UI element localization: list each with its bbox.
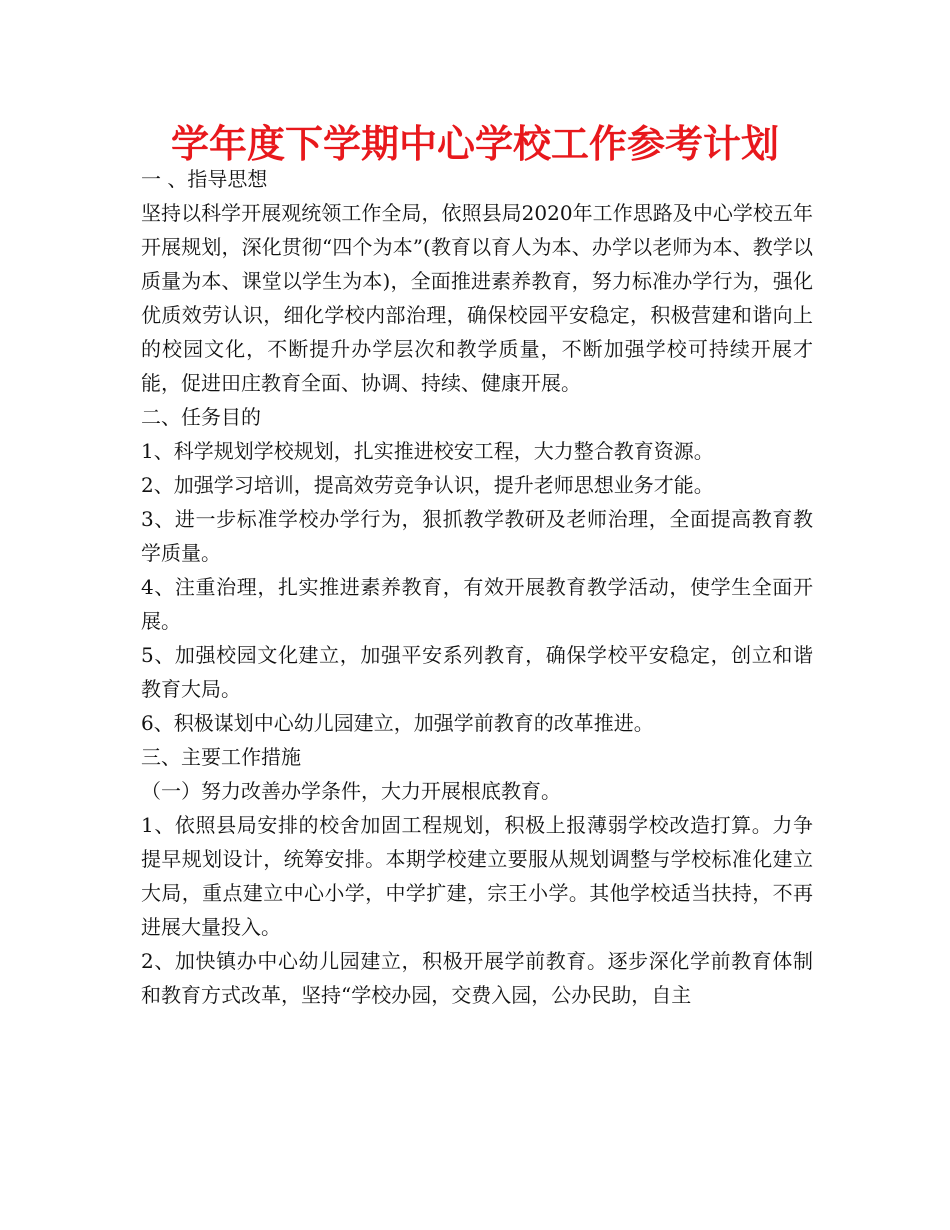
- list-item-measure-1: 1、依照县局安排的校舍加固工程规划，积极上报薄弱学校改造打算。力争提早规划设计，统筹安排。本期学校建立要服从规划调整与学校标准化建立大局，重点建立中心小学，中学扩建，宗王小学。其他学校适当扶持，不再进展大量投入。: [141, 813, 813, 939]
- document-title: 学年度下学期中心学校工作参考计划: [170, 122, 779, 166]
- list-item-goal-1: 1、科学规划学校规划，扎实推进校安工程，大力整合教育资源。: [141, 439, 714, 463]
- section-heading-guiding-ideology: 一 、指导思想: [141, 167, 268, 191]
- document-body: [141, 162, 813, 1012]
- list-item-goal-4: 4、注重治理，扎实推进素养教育，有效开展教育教学活动，使学生全面开展。: [141, 575, 813, 633]
- section-heading-main-measures: 三、主要工作措施: [141, 745, 301, 769]
- paragraph-guiding-ideology: 坚持以科学开展观统领工作全局，依照县局2020年工作思路及中心学校五年开展规划，深化贯彻“四个为本”(教育以育人为本、办学以老师为本、教学以质量为本、课堂以学生为本)，全面推进素养教育，努力标准办学行为，强化优质效劳认识，细化学校内部治理，确保校园平安稳定，积极营建和谐向上的校园文化，不断提升办学层次和教学质量，不断加强学校可持续开展才能，促进田庄教育全面、协调、持续、健康开展。: [141, 201, 813, 395]
- list-item-goal-5: 5、加强校园文化建立，加强平安系列教育，确保学校平安稳定，创立和谐教育大局。: [141, 643, 813, 701]
- list-item-goal-6: 6、积极谋划中心幼儿园建立，加强学前教育的改革推进。: [141, 711, 654, 735]
- section-heading-task-goals: 二、任务目的: [141, 405, 261, 429]
- list-item-goal-3: 3、进一步标准学校办学行为，狠抓教学教研及老师治理，全面提高教育教学质量。: [141, 507, 813, 565]
- subsection-heading-1: （一）努力改善办学条件，大力开展根底教育。: [141, 779, 561, 803]
- list-item-measure-2: 2、加快镇办中心幼儿园建立，积极开展学前教育。逐步深化学前教育体制和教育方式改革，坚持“学校办园，交费入园，公办民助，自主: [141, 949, 813, 1007]
- list-item-goal-2: 2、加强学习培训，提高效劳竞争认识，提升老师思想业务才能。: [141, 473, 714, 497]
